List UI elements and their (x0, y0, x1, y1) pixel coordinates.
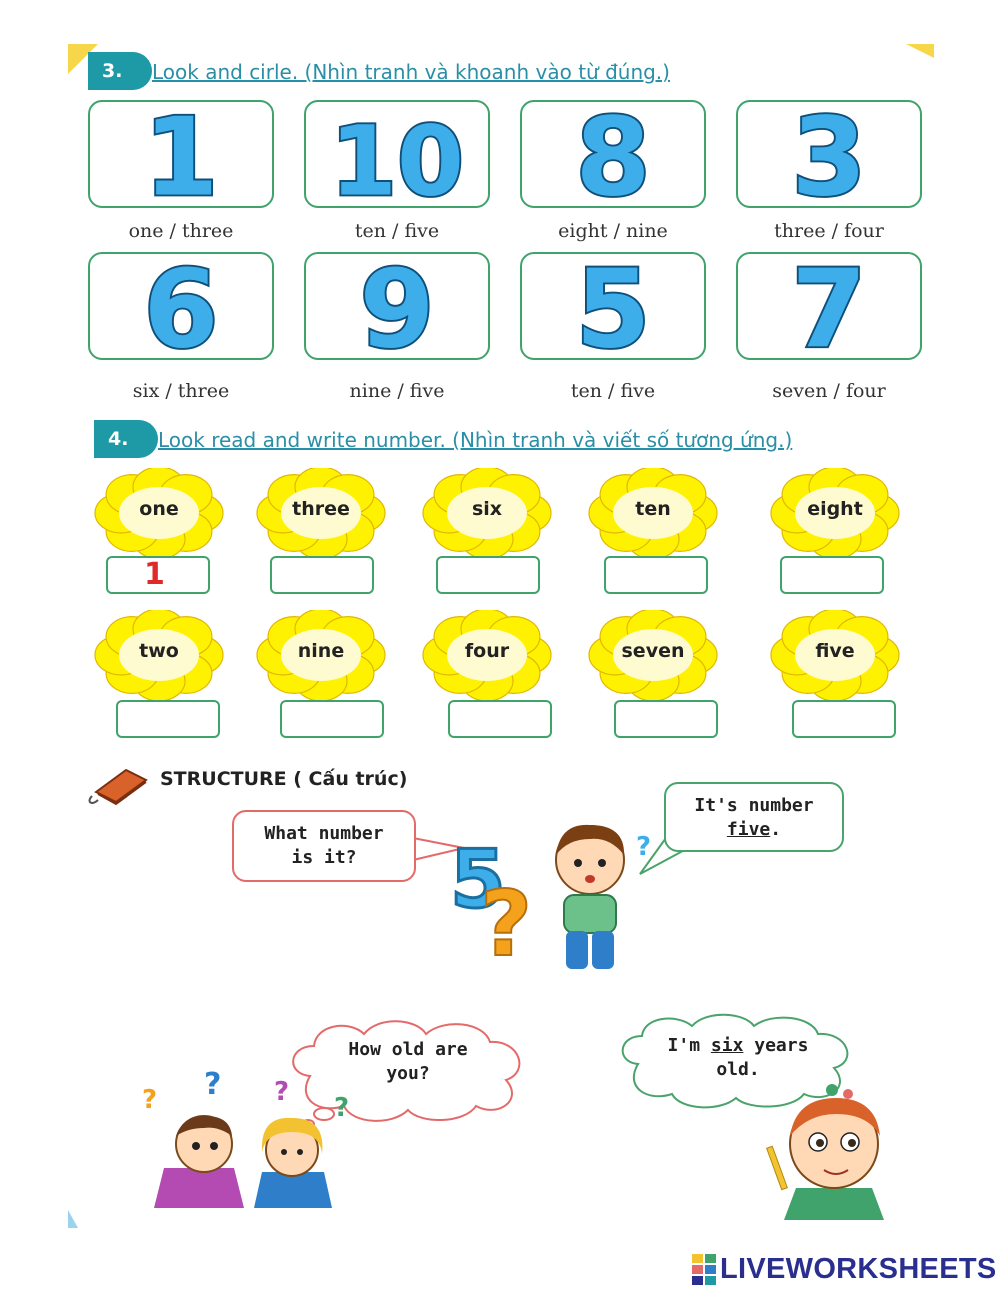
question-bubble-what-number (232, 810, 416, 882)
svg-text:?: ? (274, 1077, 290, 1107)
flower-word: six (471, 498, 503, 520)
boy-with-pencil-illustration (744, 1080, 924, 1220)
flower (770, 610, 900, 700)
number-word-options[interactable]: nine / five (349, 380, 445, 402)
number-answer-box[interactable] (436, 556, 540, 594)
number-answer-box[interactable] (448, 700, 552, 738)
bubble-text: years (743, 1035, 809, 1056)
number-card (88, 100, 274, 208)
number-digit-graphic (738, 102, 920, 206)
number-word-options[interactable]: ten / five (570, 380, 656, 402)
number-answer-box[interactable] (792, 700, 896, 738)
number-digit-graphic (90, 102, 272, 206)
number-answer-box[interactable] (780, 556, 884, 594)
flower (588, 610, 718, 700)
number-digit: 6 (143, 254, 219, 358)
svg-text:?: ? (142, 1085, 158, 1115)
number-card (520, 252, 706, 360)
flower-word: seven (621, 640, 685, 662)
liveworksheets-logo-icon (692, 1252, 718, 1286)
underlined-word: five (726, 819, 771, 840)
number-answer-box[interactable] (270, 556, 374, 594)
number-card (88, 252, 274, 360)
number-word-options[interactable]: six / three (132, 380, 230, 402)
number-digit-graphic (306, 102, 488, 206)
number-digit: 9 (359, 254, 435, 358)
number-answer-box[interactable] (604, 556, 708, 594)
number-digit: 7 (791, 254, 867, 358)
section-3-badge: 3. (88, 52, 152, 90)
svg-text:?: ? (480, 872, 533, 975)
bubble-line (650, 1034, 826, 1058)
flower-word: one (139, 498, 179, 520)
big-digit-five: 5 (450, 833, 506, 926)
number-word-options[interactable]: seven / four (772, 380, 886, 402)
punctuation: . (770, 819, 782, 840)
answer-bubble-number (664, 782, 844, 852)
page-corner-decoration (906, 44, 934, 58)
flower-word: ten (635, 498, 671, 520)
flower (94, 610, 224, 700)
liveworksheets-brand[interactable]: LIVEWORKSHEETS (720, 1253, 997, 1285)
number-answer-box[interactable]: 1 (106, 556, 210, 594)
bubble-line: What number (264, 823, 384, 844)
bubble-line: How old are (348, 1039, 468, 1060)
flower-word: two (139, 640, 179, 662)
number-answer-box[interactable] (280, 700, 384, 738)
flower-word: four (464, 640, 510, 662)
flower-word: eight (807, 498, 863, 520)
boy-thinking-illustration (440, 815, 660, 975)
svg-text:?: ? (204, 1068, 222, 1102)
svg-text:?: ? (636, 832, 652, 862)
number-word-options[interactable]: one / three (128, 220, 234, 242)
answer-bubble-age (650, 1034, 826, 1086)
page-corner-decoration (68, 1210, 78, 1228)
bubble-line: It's number (694, 795, 814, 816)
number-digit-graphic (306, 254, 488, 358)
book-icon (86, 762, 156, 806)
bubble-line: is it? (291, 847, 357, 868)
number-card (304, 100, 490, 208)
section-3-title: Look and cirle. (Nhìn tranh và khoanh vào từ đúng.) (152, 60, 670, 84)
number-card (736, 100, 922, 208)
number-word-options[interactable]: ten / five (354, 220, 440, 242)
number-digit: 3 (791, 102, 867, 206)
flower (588, 468, 718, 558)
number-digit-graphic (90, 254, 272, 358)
confused-kids-illustration (124, 1068, 364, 1208)
number-card (520, 100, 706, 208)
flower-word: three (292, 498, 350, 520)
flower-word: nine (297, 640, 345, 662)
flower-word: five (815, 640, 855, 662)
number-digit: 10 (330, 105, 464, 206)
flower (94, 468, 224, 558)
number-digit-graphic (522, 254, 704, 358)
section-4-badge: 4. (94, 420, 158, 458)
number-digit: 5 (575, 254, 651, 358)
number-digit-graphic (522, 102, 704, 206)
bubble-line: you? (386, 1063, 430, 1084)
number-answer-box[interactable] (116, 700, 220, 738)
flower (422, 610, 552, 700)
number-word-options[interactable]: three / four (774, 220, 884, 242)
svg-text:?: ? (334, 1093, 350, 1123)
bubble-text: I'm (667, 1035, 711, 1056)
number-card (736, 252, 922, 360)
number-answer-box[interactable] (614, 700, 718, 738)
flower (256, 610, 386, 700)
number-digit-graphic (738, 254, 920, 358)
number-digit: 1 (143, 102, 219, 206)
section-4-title: Look read and write number. (Nhìn tranh và viết số tương ứng.) (158, 428, 793, 452)
number-digit: 8 (575, 102, 651, 206)
flower (256, 468, 386, 558)
number-word-options[interactable]: eight / nine (558, 220, 668, 242)
underlined-word: six (710, 1035, 744, 1056)
flower (422, 468, 552, 558)
bubble-line: old. (716, 1059, 760, 1080)
number-card (304, 252, 490, 360)
structure-title: STRUCTURE ( Cấu trúc) (160, 768, 408, 790)
flower (770, 468, 900, 558)
bubble-line (666, 818, 842, 842)
